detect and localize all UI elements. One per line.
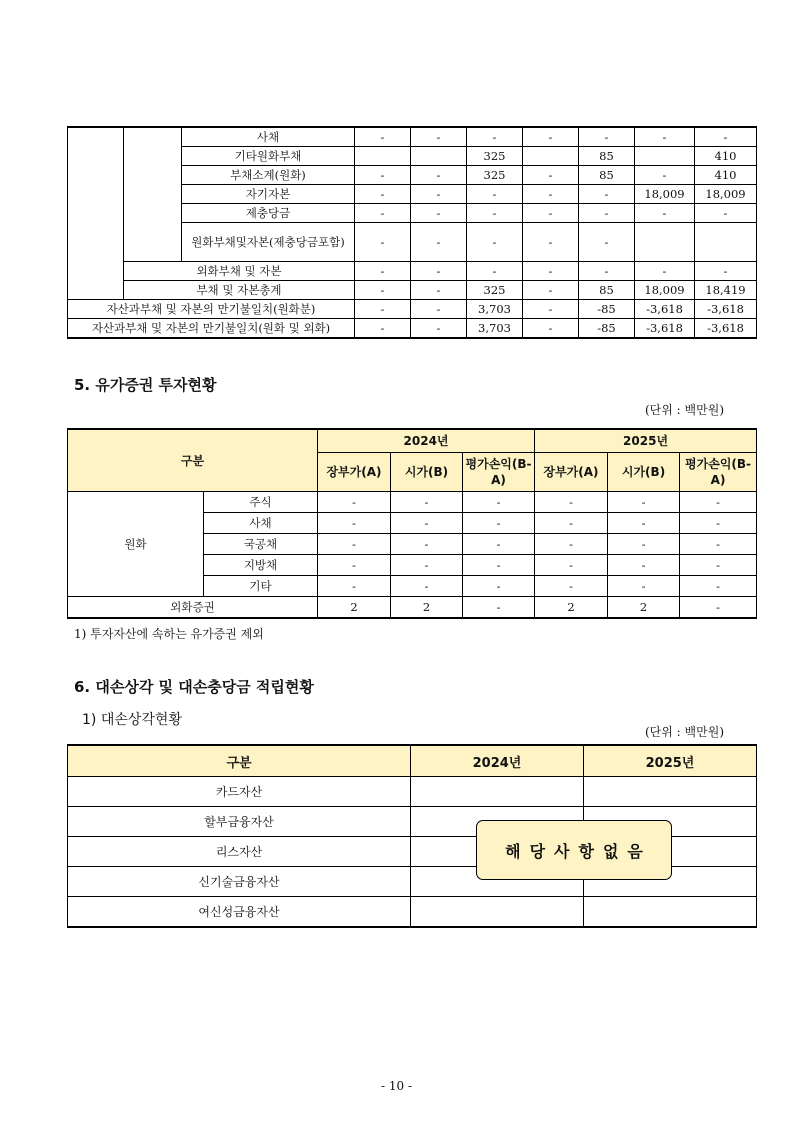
value-cell [635,147,695,166]
value-cell: - [463,555,535,576]
value-cell: - [523,127,579,147]
value-cell: 325 [467,166,523,185]
header-year-2024: 2024년 [318,429,535,453]
value-cell: 18,009 [695,185,757,204]
maturity-mismatch-table [67,126,757,339]
merged-subcategory-cell [124,127,182,262]
value-cell: -85 [579,319,635,339]
section-6-unit: (단위 : 백만원) [645,725,724,739]
row-label: 국공채 [204,534,318,555]
header-year-2024: 2024년 [411,745,584,777]
value-cell: - [523,185,579,204]
value-cell: 85 [579,281,635,300]
value-cell: - [579,185,635,204]
row-label: 기타원화부채 [182,147,355,166]
header-book-value: 장부가(A) [535,453,608,492]
value-cell: - [411,204,467,223]
value-cell: - [391,513,463,534]
row-label: 리스자산 [68,837,411,867]
value-cell: - [355,185,411,204]
value-cell: - [355,127,411,147]
value-cell: - [467,262,523,281]
row-label: 자산과부채 및 자본의 만기불일치(원화 및 외화) [68,319,355,339]
value-cell: - [535,576,608,597]
value-cell: - [608,555,680,576]
value-cell [635,223,695,262]
value-cell [695,223,757,262]
value-cell: - [463,597,535,619]
value-cell: - [318,555,391,576]
value-cell: - [523,319,579,339]
value-cell: 3,703 [467,319,523,339]
value-cell: - [579,204,635,223]
value-cell: - [463,513,535,534]
value-cell: - [411,300,467,319]
row-label: 카드자산 [68,777,411,807]
value-cell: - [411,319,467,339]
value-cell: 2 [391,597,463,619]
header-valuation-gain: 평가손익(B-A) [680,453,757,492]
value-cell: -85 [579,300,635,319]
value-cell: - [318,534,391,555]
row-label: 외화증권 [68,597,318,619]
page-number: - 10 - [380,1079,412,1093]
value-cell [355,147,411,166]
value-cell: - [535,492,608,513]
value-cell: - [355,223,411,262]
value-cell: - [535,534,608,555]
row-label: 사채 [182,127,355,147]
value-cell: 18,009 [635,281,695,300]
header-year-2025: 2025년 [584,745,757,777]
value-cell: - [391,492,463,513]
value-cell: - [411,223,467,262]
value-cell [523,147,579,166]
table-row [68,127,757,147]
value-cell: 18,009 [635,185,695,204]
value-cell: - [680,555,757,576]
value-cell: - [318,576,391,597]
value-cell: - [680,513,757,534]
table-row-foreign [68,597,757,619]
row-label: 기타 [204,576,318,597]
value-cell: - [467,185,523,204]
value-cell: - [608,492,680,513]
value-cell: 85 [579,166,635,185]
value-cell: 85 [579,147,635,166]
value-cell: - [535,513,608,534]
value-cell: - [535,555,608,576]
merged-category-cell [68,127,124,300]
value-cell: -3,618 [635,300,695,319]
value-cell [411,777,584,807]
value-cell: -3,618 [695,300,757,319]
value-cell: - [695,127,757,147]
header-market-value: 시가(B) [608,453,680,492]
value-cell: - [355,204,411,223]
value-cell: - [635,166,695,185]
value-cell: - [391,555,463,576]
header-market-value: 시가(B) [391,453,463,492]
value-cell: - [391,534,463,555]
row-label: 사채 [204,513,318,534]
row-label: 지방채 [204,555,318,576]
value-cell: - [608,534,680,555]
value-cell: - [523,166,579,185]
value-cell: - [523,300,579,319]
not-applicable-stamp: 해당사항없음 [476,820,672,880]
row-label: 자산과부채 및 자본의 만기불일치(원화분) [68,300,355,319]
value-cell: - [463,576,535,597]
value-cell: - [635,262,695,281]
section-6-title: 6. 대손상각 및 대손충당금 적립현황 [74,678,314,696]
value-cell: 325 [467,147,523,166]
value-cell: - [635,204,695,223]
row-label: 자기자본 [182,185,355,204]
section-5-unit: (단위 : 백만원) [645,403,724,417]
value-cell: - [411,262,467,281]
table-row [68,897,757,928]
row-label: 부채소계(원화) [182,166,355,185]
value-cell: - [467,223,523,262]
value-cell: - [608,513,680,534]
table-row [68,319,757,339]
value-cell: - [318,513,391,534]
value-cell: 2 [608,597,680,619]
value-cell [411,897,584,928]
value-cell: 3,703 [467,300,523,319]
value-cell: - [523,281,579,300]
value-cell: - [355,262,411,281]
value-cell: 18,419 [695,281,757,300]
value-cell: - [635,127,695,147]
value-cell: - [355,166,411,185]
value-cell: - [680,576,757,597]
value-cell: - [523,204,579,223]
value-cell: -3,618 [695,319,757,339]
value-cell: 410 [695,147,757,166]
value-cell: - [411,185,467,204]
value-cell: - [695,262,757,281]
row-label: 신기술금융자산 [68,867,411,897]
header-category: 구분 [68,429,318,492]
row-label: 원화부채및자본(제충당금포함) [182,223,355,262]
value-cell: -3,618 [635,319,695,339]
value-cell: - [463,534,535,555]
section-6-subtitle: 1) 대손상각현황 [82,712,182,728]
value-cell: 325 [467,281,523,300]
value-cell: - [579,127,635,147]
value-cell: - [355,281,411,300]
value-cell: - [680,492,757,513]
row-label: 부채 및 자본총계 [124,281,355,300]
section-5-note: 1) 투자자산에 속하는 유가증권 제외 [74,627,264,641]
value-cell: - [318,492,391,513]
value-cell [584,897,757,928]
value-cell: - [467,204,523,223]
value-cell: - [355,319,411,339]
value-cell: - [695,204,757,223]
row-label: 여신성금융자산 [68,897,411,928]
value-cell: - [467,127,523,147]
value-cell: - [523,223,579,262]
row-label: 할부금융자산 [68,807,411,837]
value-cell: - [579,223,635,262]
value-cell: - [391,576,463,597]
value-cell: - [463,492,535,513]
securities-investment-table [67,428,757,619]
value-cell: 2 [318,597,391,619]
value-cell: - [608,576,680,597]
header-valuation-gain: 평가손익(B-A) [463,453,535,492]
table-row [68,300,757,319]
header-category: 구분 [68,745,411,777]
row-label: 제충당금 [182,204,355,223]
group-label: 원화 [68,492,204,597]
header-year-2025: 2025년 [535,429,757,453]
header-book-value: 장부가(A) [318,453,391,492]
value-cell: - [411,127,467,147]
value-cell: - [355,300,411,319]
value-cell: - [579,262,635,281]
value-cell: 2 [535,597,608,619]
value-cell [584,777,757,807]
value-cell: - [411,281,467,300]
table-row [68,262,757,281]
row-label: 외화부채 및 자본 [124,262,355,281]
value-cell: 410 [695,166,757,185]
value-cell: - [523,262,579,281]
table-row [68,777,757,807]
value-cell: - [680,534,757,555]
value-cell [411,147,467,166]
row-label: 주식 [204,492,318,513]
table-row [68,281,757,300]
value-cell: - [411,166,467,185]
section-5-title: 5. 유가증권 투자현황 [74,376,217,394]
table-row [68,492,757,513]
value-cell: - [680,597,757,619]
